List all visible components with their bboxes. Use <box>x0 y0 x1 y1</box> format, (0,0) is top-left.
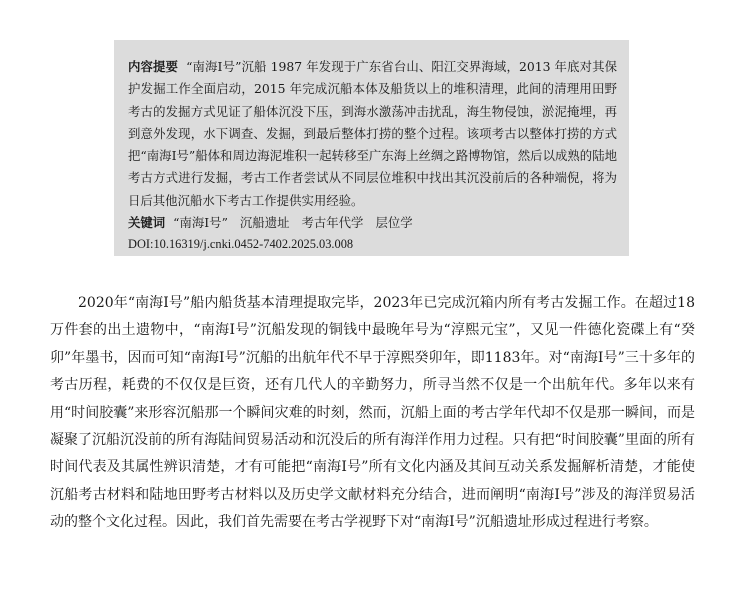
abstract-box <box>114 40 629 256</box>
abstract-paragraph <box>128 56 617 212</box>
abstract-label: 内容提要 <box>128 59 179 74</box>
keyword: 考古年代学 <box>301 215 364 231</box>
keywords-line <box>128 212 617 234</box>
keyword: 沉船遗址 <box>239 215 290 231</box>
keyword: 层位学 <box>375 215 413 231</box>
keyword: “南海Ⅰ号” <box>173 215 228 231</box>
abstract-text: “南海Ⅰ号”沉船 1987 年发现于广东省台山、阳江交界海域，2013 年底对其保护发掘工作全面启动，2015 年完成沉船本体及船货以上的堆积清理，此间的清理用田野考古的发掘方式见证了船体沉没下压，到海水激荡冲击扰乱，海生物侵蚀，淤泥掩埋，再到意外发现，水下调查、发掘，到最后整体打捞的整个过程。该项考古以整体打捞的方式把“南海Ⅰ号”船体和周边海泥堆积一起转移至广东海上丝绸之路博物馆，然后以成熟的陆地考古方式进行发掘，考古工作者尝试从不同层位堆积中找出其沉没前后的各种端倪，将为日后其他沉船水下考古工作提供实用经验。 <box>128 59 617 208</box>
body-paragraph: 2020年“南海Ⅰ号”船内船货基本清理提取完毕，2023年已完成沉箱内所有考古发掘工作。在超过18万件套的出土遗物中，“南海Ⅰ号”沉船发现的铜钱中最晚年号为“淳熙元宝”，又见一件德化瓷碟上有“癸卯”年墨书，因而可知“南海Ⅰ号”沉船的出航年代不早于淳熙癸卯年，即1183年。对“南海Ⅰ号”三十多年的考古历程，耗费的不仅仅是巨资，还有几代人的辛勤努力，所寻当然不仅是一个出航年代。多年以来有用“时间胶囊”来形容沉船那一个瞬间灾难的时刻，然而，沉船上面的考古学年代却不仅是那一瞬间，而是凝聚了沉船沉没前的所有海陆间贸易活动和沉没后的所有海洋作用力过程。只有把“时间胶囊”里面的所有时间代表及其属性辨识清楚，才有可能把“南海Ⅰ号”所有文化内涵及其间互动关系发掘解析清楚，才能使沉船考古材料和陆地田野考古材料以及历史学文献材料充分结合，进而阐明“南海Ⅰ号”涉及的海洋贸易活动的整个文化过程。因此，我们首先需要在考古学视野下对“南海Ⅰ号”沉船遗址形成过程进行考察。 <box>50 295 695 531</box>
keywords-label: 关键词 <box>128 215 166 231</box>
doi: DOI:10.16319/j.cnki.0452-7402.2025.03.008 <box>128 237 354 252</box>
